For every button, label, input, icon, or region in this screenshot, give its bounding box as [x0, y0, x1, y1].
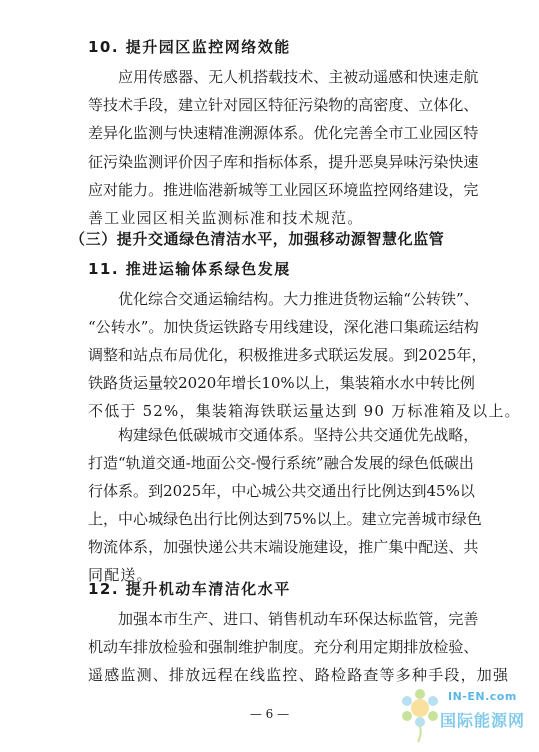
- text-line: 加 强 本 市 生 产 、 进 口 、 销 售 机 动 车 环 保 达 标 监 管 ， 完 善: [118, 610, 479, 628]
- sunflower-icon: [396, 686, 446, 744]
- text-line: 不低于 52%，集装箱海铁联运量达到 90 万标准箱及以上。: [88, 402, 521, 420]
- text-line: 等 技 术 手 段 ， 建 立 针 对 园 区 特 征 污 染 物 的 高 密 度 、 立 体 化 、: [88, 96, 479, 115]
- text-line: 构 建 绿 色 低 碳 城 市 交 通 体 系 。 坚 持 公 共 交 通 优 先 战 略 ，: [118, 426, 479, 444]
- section-12-heading: 12. 提升机动车清洁化水平: [88, 580, 291, 598]
- text-line: 应 用 传 感 器 、 无 人 机 搭 载 技 术 、 主 被 动 遥 感 和 快 速 走 航: [118, 68, 479, 86]
- watermark-brand: 国际能源网: [440, 711, 526, 730]
- watermark-domain: IN-EN.com: [448, 690, 517, 703]
- section-3-heading: （三）提升交通绿色清洁水平，加强移动源智慧化监管: [70, 230, 445, 248]
- text-line: “ 公 转 水 ” 。 加 快 货 运 铁 路 专 用 线 建 设 ， 深 化 港 口 集 疏 运 结 构: [88, 318, 479, 336]
- text-line: 机 动 车 排 放 检 验 和 强 制 维 护 制 度 。 充 分 利 用 定 期 排 放 检 验 、: [88, 638, 479, 656]
- watermark-logo: [396, 686, 536, 746]
- page-number: — 6 —: [249, 707, 290, 721]
- text-line: 同配送。: [88, 566, 153, 584]
- section-10-heading: 10. 提升园区监控网络效能: [88, 38, 291, 56]
- text-line: 优 化 综 合 交 通 运 输 结 构 。 大 力 推 进 货 物 运 输 “ 公 转 铁 ” 、: [118, 290, 479, 308]
- text-line: 打 造 “ 轨 道 交 通 - 地 面 公 交 - 慢 行 系 统 ” 融 合 发 展 的 绿 色 低 碳 出: [88, 454, 474, 472]
- text-line: 遥感监测、排放远程在线监控、路检路查等多种手段，加强: [88, 666, 510, 684]
- text-line: 调 整 和 站 点 布 局 优 化 ， 积 极 推 进 多 式 联 运 发 展 。 到 2 0 2 5 年 ，: [88, 346, 487, 364]
- text-line: 差 异 化 监 测 与 快 速 精 准 溯 源 体 系 。 优 化 完 善 全 市 工 业 园 区 特: [88, 124, 479, 143]
- text-line: 上 ， 中 心 城 绿 色 出 行 比 例 达 到 7 5 % 以 上 。 建 立 完 善 城 市 绿 色: [88, 510, 482, 528]
- text-line: 应 对 能 力 。 推 进 临 港 新 城 等 工 业 园 区 环 境 监 控 网 络 建 设 ， 完: [88, 180, 479, 199]
- text-line: 征 污 染 监 测 评 价 因 子 库 和 指 标 体 系 ， 提 升 恶 臭 异 味 污 染 快 速: [88, 152, 479, 171]
- text-line: 物 流 体 系 ， 加 强 快 递 公 共 末 端 设 施 建 设 ， 推 广 集 中 配 送 、 共: [88, 538, 479, 556]
- text-line: 行 体 系 。 到 2 0 2 5 年 ， 中 心 城 公 共 交 通 出 行 比 例 达 到 4 5 % 以: [88, 482, 475, 500]
- section-11-heading: 11. 推进运输体系绿色发展: [88, 260, 291, 278]
- text-line: 铁 路 货 运 量 较 2 0 2 0 年 增 长 1 0 % 以 上 ， 集 装 箱 水 水 中 转 比 例: [88, 374, 475, 392]
- text-line: 善工业园区相关监测标准和技术规范。: [88, 209, 364, 227]
